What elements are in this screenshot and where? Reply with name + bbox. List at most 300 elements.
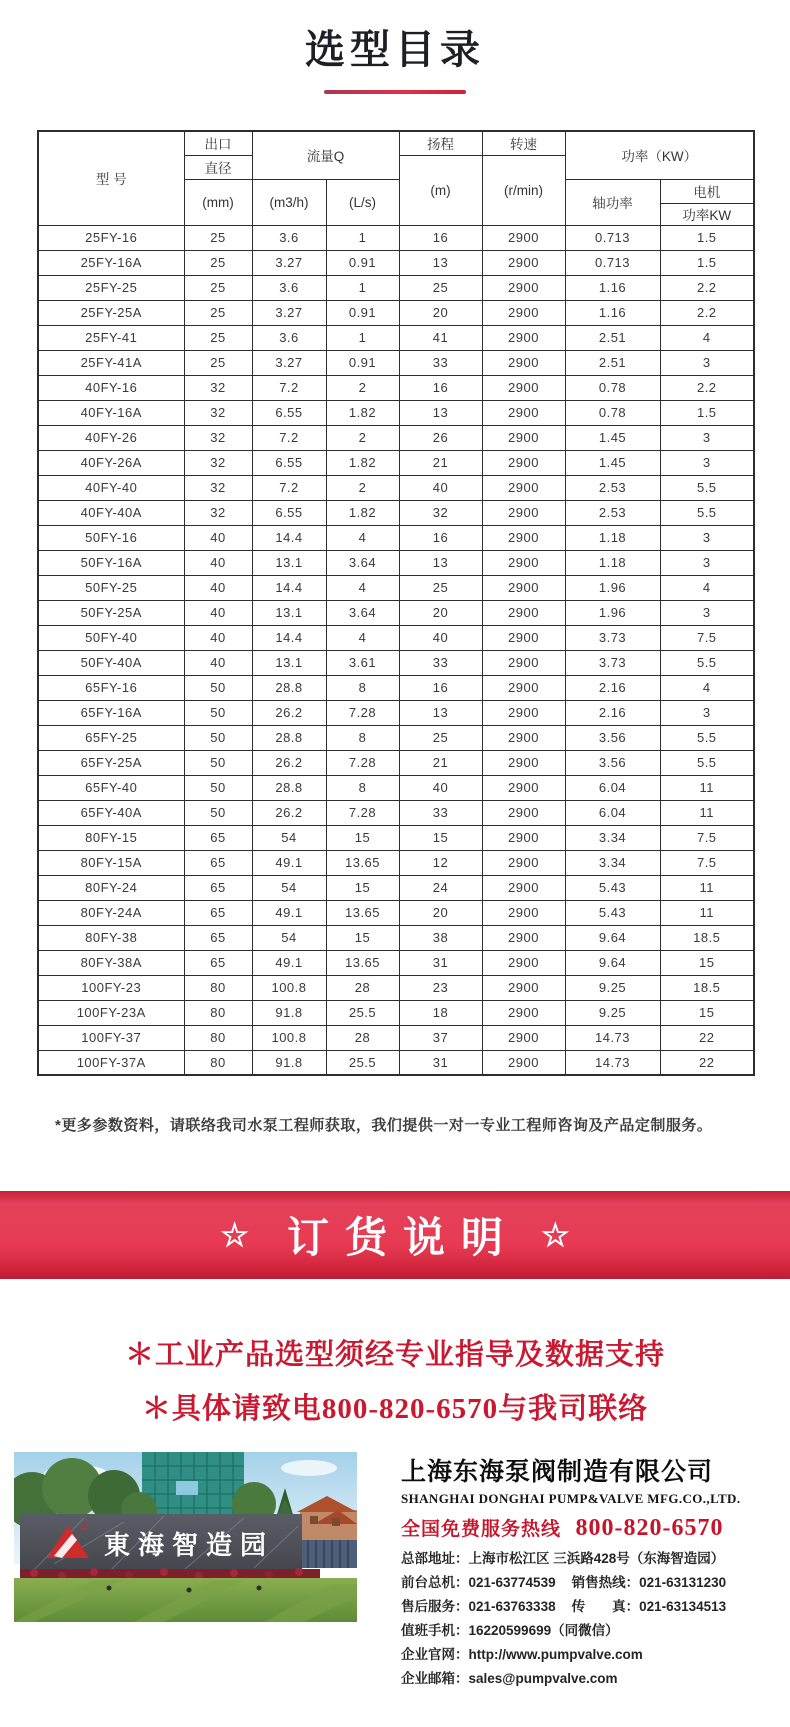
value-cell: 0.78 xyxy=(565,375,660,400)
value-cell: 40 xyxy=(184,600,252,625)
value-cell: 0.78 xyxy=(565,400,660,425)
model-cell: 80FY-38 xyxy=(38,925,184,950)
value-cell: 2900 xyxy=(482,925,565,950)
value-cell: 2900 xyxy=(482,800,565,825)
photo-sign-wall xyxy=(20,1514,302,1572)
value-cell: 2900 xyxy=(482,650,565,675)
value-cell: 2.2 xyxy=(660,300,754,325)
value-cell: 4 xyxy=(326,575,399,600)
value-cell: 32 xyxy=(184,500,252,525)
footer-section xyxy=(14,1452,776,1691)
value-cell: 2900 xyxy=(482,875,565,900)
value-cell: 5.5 xyxy=(660,750,754,775)
model-cell: 65FY-40 xyxy=(38,775,184,800)
value-cell: 2900 xyxy=(482,500,565,525)
value-cell: 2900 xyxy=(482,825,565,850)
model-cell: 80FY-24 xyxy=(38,875,184,900)
value-cell: 65 xyxy=(184,950,252,975)
service-hotline xyxy=(401,1514,776,1542)
value-cell: 32 xyxy=(184,400,252,425)
title-section xyxy=(0,0,790,94)
value-cell: 18 xyxy=(399,1000,482,1025)
value-cell: 5.43 xyxy=(565,900,660,925)
value-cell: 2900 xyxy=(482,350,565,375)
value-cell: 2.51 xyxy=(565,325,660,350)
value-cell: 11 xyxy=(660,775,754,800)
value-cell: 1.5 xyxy=(660,225,754,250)
model-cell: 50FY-25A xyxy=(38,600,184,625)
value-cell: 54 xyxy=(252,825,326,850)
table-row xyxy=(38,1050,754,1075)
model-cell: 80FY-24A xyxy=(38,900,184,925)
value-cell: 49.1 xyxy=(252,850,326,875)
value-cell: 9.64 xyxy=(565,950,660,975)
value-cell: 13 xyxy=(399,400,482,425)
value-cell: 1.16 xyxy=(565,275,660,300)
hotline-label: 全国免费服务热线 xyxy=(401,1519,562,1541)
order-notice xyxy=(0,1329,790,1436)
contact-value: 021-63763338 xyxy=(468,1599,556,1615)
value-cell: 2900 xyxy=(482,225,565,250)
value-cell: 91.8 xyxy=(252,1050,326,1075)
value-cell: 50 xyxy=(184,675,252,700)
value-cell: 2900 xyxy=(482,1000,565,1025)
value-cell: 25.5 xyxy=(326,1050,399,1075)
value-cell: 80 xyxy=(184,975,252,1000)
header-head: 扬程 xyxy=(399,131,482,155)
contact-value: sales@pumpvalve.com xyxy=(468,1671,618,1687)
value-cell: 2.16 xyxy=(565,700,660,725)
value-cell: 11 xyxy=(660,900,754,925)
model-cell: 40FY-16A xyxy=(38,400,184,425)
header-motor-top: 电机 xyxy=(660,179,754,203)
value-cell: 5.5 xyxy=(660,725,754,750)
contact-list xyxy=(401,1547,776,1691)
value-cell: 2900 xyxy=(482,725,565,750)
value-cell: 1.82 xyxy=(326,450,399,475)
value-cell: 32 xyxy=(184,375,252,400)
value-cell: 41 xyxy=(399,325,482,350)
header-power-group: 功率（KW） xyxy=(565,131,754,179)
value-cell: 26.2 xyxy=(252,700,326,725)
contact-line xyxy=(401,1547,776,1571)
value-cell: 2900 xyxy=(482,775,565,800)
header-flow-group: 流量Q xyxy=(252,131,399,179)
table-row xyxy=(38,250,754,275)
value-cell: 65 xyxy=(184,875,252,900)
value-cell: 2900 xyxy=(482,250,565,275)
value-cell: 54 xyxy=(252,875,326,900)
value-cell: 2 xyxy=(326,425,399,450)
header-motor-bottom: 功率KW xyxy=(660,203,754,225)
value-cell: 3.64 xyxy=(326,550,399,575)
value-cell: 2900 xyxy=(482,1025,565,1050)
table-row xyxy=(38,375,754,400)
table-row xyxy=(38,600,754,625)
value-cell: 1.5 xyxy=(660,400,754,425)
value-cell: 16 xyxy=(399,375,482,400)
model-cell: 25FY-41A xyxy=(38,350,184,375)
value-cell: 23 xyxy=(399,975,482,1000)
table-row xyxy=(38,925,754,950)
facility-photo xyxy=(14,1452,357,1622)
contact-label: 总部地址： xyxy=(401,1551,469,1567)
value-cell: 1.45 xyxy=(565,450,660,475)
table-row xyxy=(38,750,754,775)
contact-line xyxy=(401,1571,776,1595)
table-row xyxy=(38,675,754,700)
value-cell: 15 xyxy=(326,925,399,950)
model-cell: 40FY-26A xyxy=(38,450,184,475)
value-cell: 0.713 xyxy=(565,250,660,275)
model-cell: 40FY-26 xyxy=(38,425,184,450)
value-cell: 4 xyxy=(660,575,754,600)
value-cell: 2900 xyxy=(482,950,565,975)
contact-label: 企业官网： xyxy=(401,1647,469,1663)
star-right-icon: ☆ xyxy=(541,1217,570,1253)
value-cell: 28.8 xyxy=(252,775,326,800)
value-cell: 100.8 xyxy=(252,975,326,1000)
value-cell: 25 xyxy=(184,350,252,375)
table-row xyxy=(38,950,754,975)
value-cell: 3.64 xyxy=(326,600,399,625)
table-row xyxy=(38,1025,754,1050)
value-cell: 50 xyxy=(184,700,252,725)
value-cell: 8 xyxy=(326,725,399,750)
photo-sign-text: 東海智造园 xyxy=(104,1530,275,1561)
value-cell: 4 xyxy=(326,625,399,650)
value-cell: 3 xyxy=(660,450,754,475)
value-cell: 2.2 xyxy=(660,375,754,400)
value-cell: 1 xyxy=(326,275,399,300)
value-cell: 3 xyxy=(660,425,754,450)
value-cell: 15 xyxy=(399,825,482,850)
table-row xyxy=(38,575,754,600)
table-body xyxy=(38,225,754,1075)
value-cell: 24 xyxy=(399,875,482,900)
value-cell: 2900 xyxy=(482,425,565,450)
value-cell: 3.27 xyxy=(252,300,326,325)
value-cell: 33 xyxy=(399,350,482,375)
table-row xyxy=(38,700,754,725)
selection-table-wrap xyxy=(37,130,753,1076)
value-cell: 2900 xyxy=(482,600,565,625)
value-cell: 1.96 xyxy=(565,600,660,625)
table-row xyxy=(38,975,754,1000)
value-cell: 80 xyxy=(184,1050,252,1075)
value-cell: 2.2 xyxy=(660,275,754,300)
value-cell: 5.43 xyxy=(565,875,660,900)
contact-value: 021-63774539 xyxy=(468,1575,556,1591)
value-cell: 2.53 xyxy=(565,475,660,500)
value-cell: 40 xyxy=(184,575,252,600)
value-cell: 32 xyxy=(399,500,482,525)
contact-line xyxy=(401,1595,776,1619)
value-cell: 40 xyxy=(184,550,252,575)
value-cell: 6.04 xyxy=(565,800,660,825)
value-cell: 25 xyxy=(184,275,252,300)
company-info-block xyxy=(357,1452,776,1691)
value-cell: 25.5 xyxy=(326,1000,399,1025)
company-name-en: SHANGHAI DONGHAI PUMP&VALVE MFG.CO.,LTD. xyxy=(401,1491,741,1507)
value-cell: 65 xyxy=(184,925,252,950)
contact-line xyxy=(401,1619,776,1643)
value-cell: 6.55 xyxy=(252,400,326,425)
value-cell: 3.56 xyxy=(565,750,660,775)
value-cell: 7.2 xyxy=(252,375,326,400)
hotline-number: 800-820-6570 xyxy=(575,1515,724,1542)
value-cell: 7.28 xyxy=(326,800,399,825)
value-cell: 40 xyxy=(184,525,252,550)
table-row xyxy=(38,900,754,925)
contact-value: http://www.pumpvalve.com xyxy=(468,1647,643,1663)
table-row xyxy=(38,475,754,500)
value-cell: 2900 xyxy=(482,975,565,1000)
value-cell: 6.55 xyxy=(252,500,326,525)
header-speed-unit: (r/min) xyxy=(482,155,565,225)
value-cell: 2900 xyxy=(482,300,565,325)
value-cell: 2900 xyxy=(482,675,565,700)
table-row xyxy=(38,775,754,800)
contact-line xyxy=(401,1667,776,1691)
model-cell: 40FY-16 xyxy=(38,375,184,400)
value-cell: 2900 xyxy=(482,450,565,475)
value-cell: 2.16 xyxy=(565,675,660,700)
header-flow-unit-ls: (L/s) xyxy=(326,179,399,225)
value-cell: 3.6 xyxy=(252,325,326,350)
value-cell: 14.73 xyxy=(565,1025,660,1050)
value-cell: 7.5 xyxy=(660,625,754,650)
value-cell: 16 xyxy=(399,675,482,700)
value-cell: 3.34 xyxy=(565,850,660,875)
header-shaft-power: 轴功率 xyxy=(565,179,660,225)
value-cell: 7.28 xyxy=(326,750,399,775)
value-cell: 4 xyxy=(660,675,754,700)
value-cell: 22 xyxy=(660,1050,754,1075)
order-notice-line1: ＊工业产品选型须经专业指导及数据支持 xyxy=(124,1339,665,1371)
page-title: 选型目录 xyxy=(305,28,485,72)
value-cell: 3 xyxy=(660,600,754,625)
value-cell: 28.8 xyxy=(252,725,326,750)
value-cell: 1.82 xyxy=(326,400,399,425)
value-cell: 54 xyxy=(252,925,326,950)
value-cell: 14.4 xyxy=(252,575,326,600)
value-cell: 1.96 xyxy=(565,575,660,600)
table-footnote: *更多参数资料，请联络我司水泵工程师获取，我们提供一对一专业工程师咨询及产品定制服务。 xyxy=(55,1117,713,1134)
value-cell: 13 xyxy=(399,550,482,575)
value-cell: 3.61 xyxy=(326,650,399,675)
value-cell: 15 xyxy=(660,950,754,975)
model-cell: 100FY-23 xyxy=(38,975,184,1000)
value-cell: 25 xyxy=(184,300,252,325)
model-cell: 65FY-25 xyxy=(38,725,184,750)
value-cell: 18.5 xyxy=(660,975,754,1000)
value-cell: 1.5 xyxy=(660,250,754,275)
model-cell: 50FY-16A xyxy=(38,550,184,575)
value-cell: 1.45 xyxy=(565,425,660,450)
table-row xyxy=(38,525,754,550)
value-cell: 9.25 xyxy=(565,975,660,1000)
value-cell: 5.5 xyxy=(660,650,754,675)
table-row xyxy=(38,425,754,450)
order-banner xyxy=(0,1191,790,1279)
model-cell: 65FY-16A xyxy=(38,700,184,725)
value-cell: 2900 xyxy=(482,550,565,575)
contact-line xyxy=(401,1643,776,1667)
value-cell: 26.2 xyxy=(252,750,326,775)
value-cell: 3 xyxy=(660,700,754,725)
order-notice-line2: ＊具体请致电800-820-6570与我司联络 xyxy=(141,1392,649,1425)
contact-label: 企业邮箱： xyxy=(401,1671,469,1687)
table-row xyxy=(38,275,754,300)
contact-label: 值班手机： xyxy=(401,1623,469,1639)
table-row xyxy=(38,400,754,425)
value-cell: 25 xyxy=(399,575,482,600)
value-cell: 3.27 xyxy=(252,350,326,375)
value-cell: 1.16 xyxy=(565,300,660,325)
model-cell: 25FY-16 xyxy=(38,225,184,250)
value-cell: 26 xyxy=(399,425,482,450)
model-cell: 25FY-25 xyxy=(38,275,184,300)
selection-table xyxy=(37,130,755,1076)
contact-value: 上海市松江区 三浜路428号（东海智造园） xyxy=(468,1551,725,1567)
value-cell: 7.2 xyxy=(252,425,326,450)
table-row xyxy=(38,725,754,750)
title-underline xyxy=(324,90,466,94)
value-cell: 7.5 xyxy=(660,825,754,850)
value-cell: 15 xyxy=(660,1000,754,1025)
value-cell: 25 xyxy=(399,275,482,300)
value-cell: 22 xyxy=(660,1025,754,1050)
value-cell: 32 xyxy=(184,450,252,475)
value-cell: 2.51 xyxy=(565,350,660,375)
value-cell: 2.53 xyxy=(565,500,660,525)
value-cell: 50 xyxy=(184,800,252,825)
model-cell: 50FY-25 xyxy=(38,575,184,600)
value-cell: 13.1 xyxy=(252,550,326,575)
order-banner-title: 订货说明 xyxy=(286,1214,519,1261)
value-cell: 3 xyxy=(660,525,754,550)
model-cell: 40FY-40A xyxy=(38,500,184,525)
header-head-unit: (m) xyxy=(399,155,482,225)
value-cell: 20 xyxy=(399,300,482,325)
value-cell: 25 xyxy=(184,250,252,275)
model-cell: 65FY-25A xyxy=(38,750,184,775)
value-cell: 3.6 xyxy=(252,225,326,250)
value-cell: 2 xyxy=(326,375,399,400)
value-cell: 9.25 xyxy=(565,1000,660,1025)
value-cell: 2900 xyxy=(482,275,565,300)
value-cell: 50 xyxy=(184,775,252,800)
value-cell: 9.64 xyxy=(565,925,660,950)
model-cell: 25FY-25A xyxy=(38,300,184,325)
value-cell: 2900 xyxy=(482,525,565,550)
header-outlet-bottom: 直径 xyxy=(184,155,252,179)
value-cell: 25 xyxy=(184,325,252,350)
contact-label: 销售热线： xyxy=(571,1575,640,1591)
value-cell: 40 xyxy=(184,625,252,650)
value-cell: 20 xyxy=(399,900,482,925)
table-row xyxy=(38,800,754,825)
value-cell: 50 xyxy=(184,725,252,750)
value-cell: 25 xyxy=(184,225,252,250)
value-cell: 13 xyxy=(399,700,482,725)
value-cell: 25 xyxy=(399,725,482,750)
value-cell: 1 xyxy=(326,325,399,350)
value-cell: 80 xyxy=(184,1025,252,1050)
photo-lawn xyxy=(14,1578,357,1622)
photo-gate xyxy=(302,1540,357,1568)
contact-value: 021-63131230 xyxy=(639,1575,727,1591)
table-row xyxy=(38,550,754,575)
model-cell: 25FY-41 xyxy=(38,325,184,350)
model-cell: 40FY-40 xyxy=(38,475,184,500)
value-cell: 32 xyxy=(184,425,252,450)
value-cell: 49.1 xyxy=(252,950,326,975)
value-cell: 100.8 xyxy=(252,1025,326,1050)
value-cell: 15 xyxy=(326,875,399,900)
table-row xyxy=(38,350,754,375)
table-row xyxy=(38,850,754,875)
header-model: 型 号 xyxy=(38,131,184,225)
value-cell: 8 xyxy=(326,675,399,700)
value-cell: 33 xyxy=(399,800,482,825)
value-cell: 13.1 xyxy=(252,600,326,625)
value-cell: 40 xyxy=(399,475,482,500)
value-cell: 2900 xyxy=(482,625,565,650)
model-cell: 50FY-40 xyxy=(38,625,184,650)
value-cell: 31 xyxy=(399,1050,482,1075)
value-cell: 0.91 xyxy=(326,300,399,325)
value-cell: 15 xyxy=(326,825,399,850)
value-cell: 3.27 xyxy=(252,250,326,275)
value-cell: 38 xyxy=(399,925,482,950)
value-cell: 7.28 xyxy=(326,700,399,725)
value-cell: 7.2 xyxy=(252,475,326,500)
value-cell: 65 xyxy=(184,825,252,850)
company-name-cn: 上海东海泵阀制造有限公司 xyxy=(401,1458,714,1487)
value-cell: 49.1 xyxy=(252,900,326,925)
value-cell: 1 xyxy=(326,225,399,250)
value-cell: 28.8 xyxy=(252,675,326,700)
value-cell: 13.65 xyxy=(326,900,399,925)
value-cell: 2900 xyxy=(482,850,565,875)
value-cell: 18.5 xyxy=(660,925,754,950)
value-cell: 2 xyxy=(326,475,399,500)
value-cell: 65 xyxy=(184,850,252,875)
value-cell: 28 xyxy=(326,1025,399,1050)
value-cell: 13.65 xyxy=(326,950,399,975)
table-row xyxy=(38,650,754,675)
header-outlet-unit: (mm) xyxy=(184,179,252,225)
value-cell: 32 xyxy=(184,475,252,500)
model-cell: 50FY-16 xyxy=(38,525,184,550)
value-cell: 1.82 xyxy=(326,500,399,525)
value-cell: 13.65 xyxy=(326,850,399,875)
value-cell: 5.5 xyxy=(660,500,754,525)
value-cell: 0.713 xyxy=(565,225,660,250)
model-cell: 65FY-40A xyxy=(38,800,184,825)
value-cell: 2900 xyxy=(482,1050,565,1075)
value-cell: 21 xyxy=(399,450,482,475)
value-cell: 13 xyxy=(399,250,482,275)
contact-label: 前台总机： xyxy=(401,1575,469,1591)
value-cell: 2900 xyxy=(482,575,565,600)
value-cell: 1.18 xyxy=(565,550,660,575)
contact-value: 021-63134513 xyxy=(639,1599,727,1615)
value-cell: 2900 xyxy=(482,325,565,350)
value-cell: 80 xyxy=(184,1000,252,1025)
